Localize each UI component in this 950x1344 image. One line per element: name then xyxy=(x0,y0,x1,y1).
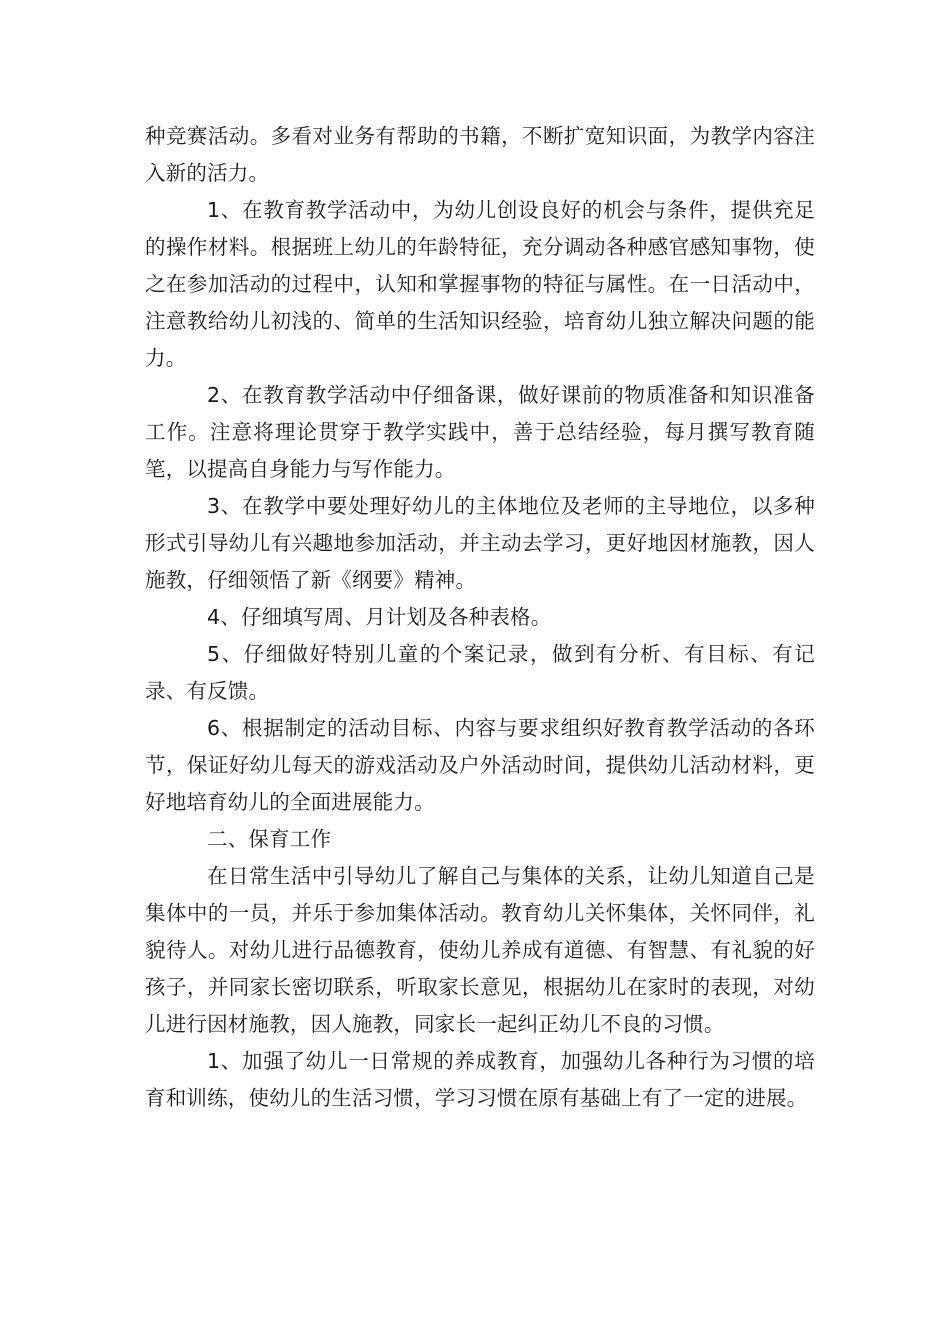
document-body xyxy=(145,118,815,1117)
paragraph-item-2: 2、在教育教学活动中仔细备课，做好课前的物质准备和知识准备工作。注意将理论贯穿于教学实践中，善于总结经验，每月撰写教育随笔，以提高自身能力与写作能力。 xyxy=(145,383,815,481)
paragraph-item-4: 4、仔细填写周、月计划及各种表格。 xyxy=(207,605,552,629)
section-heading-childcare: 二、保育工作 xyxy=(207,827,332,851)
paragraph-continuation: 种竞赛活动。多看对业务有帮助的书籍，不断扩宽知识面，为教学内容注入新的活力。 xyxy=(145,124,815,185)
paragraph-childcare-intro: 在日常生活中引导幼儿了解自己与集体的关系，让幼儿知道自己是集体中的一员，并乐于参加集体活动。教育幼儿关怀集体，关怀同伴，礼貌待人。对幼儿进行品德教育，使幼儿养成有道德、有智慧、有礼貌的好孩子，并同家长密切联系，听取家长意见，根据幼儿在家时的表现，对幼儿进行因材施教，因人施教，同家长一起纠正幼儿不良的习惯。 xyxy=(145,864,815,1036)
paragraph-item-3: 3、在教学中要处理好幼儿的主体地位及老师的主导地位，以多种形式引导幼儿有兴趣地参加活动，并主动去学习，更好地因材施教，因人施教，仔细领悟了新《纲要》精神。 xyxy=(145,494,815,592)
paragraph-item-6: 6、根据制定的活动目标、内容与要求组织好教育教学活动的各环节，保证好幼儿每天的游戏活动及户外活动时间，提供幼儿活动材料，更好地培育幼儿的全面进展能力。 xyxy=(145,716,815,814)
paragraph-childcare-item-1: 1、加强了幼儿一日常规的养成教育，加强幼儿各种行为习惯的培育和训练，使幼儿的生活习惯，学习习惯在原有基础上有了一定的进展。 xyxy=(145,1049,815,1110)
paragraph-item-1: 1、在教育教学活动中，为幼儿创设良好的机会与条件，提供充足的操作材料。根据班上幼儿的年龄特征，充分调动各种感官感知事物，使之在参加活动的过程中，认知和掌握事物的特征与属性。在一日活动中，注意教给幼儿初浅的、简单的生活知识经验，培育幼儿独立解决问题的能力。 xyxy=(145,198,815,370)
paragraph-item-5: 5、仔细做好特别儿童的个案记录，做到有分析、有目标、有记录、有反馈。 xyxy=(145,642,815,703)
